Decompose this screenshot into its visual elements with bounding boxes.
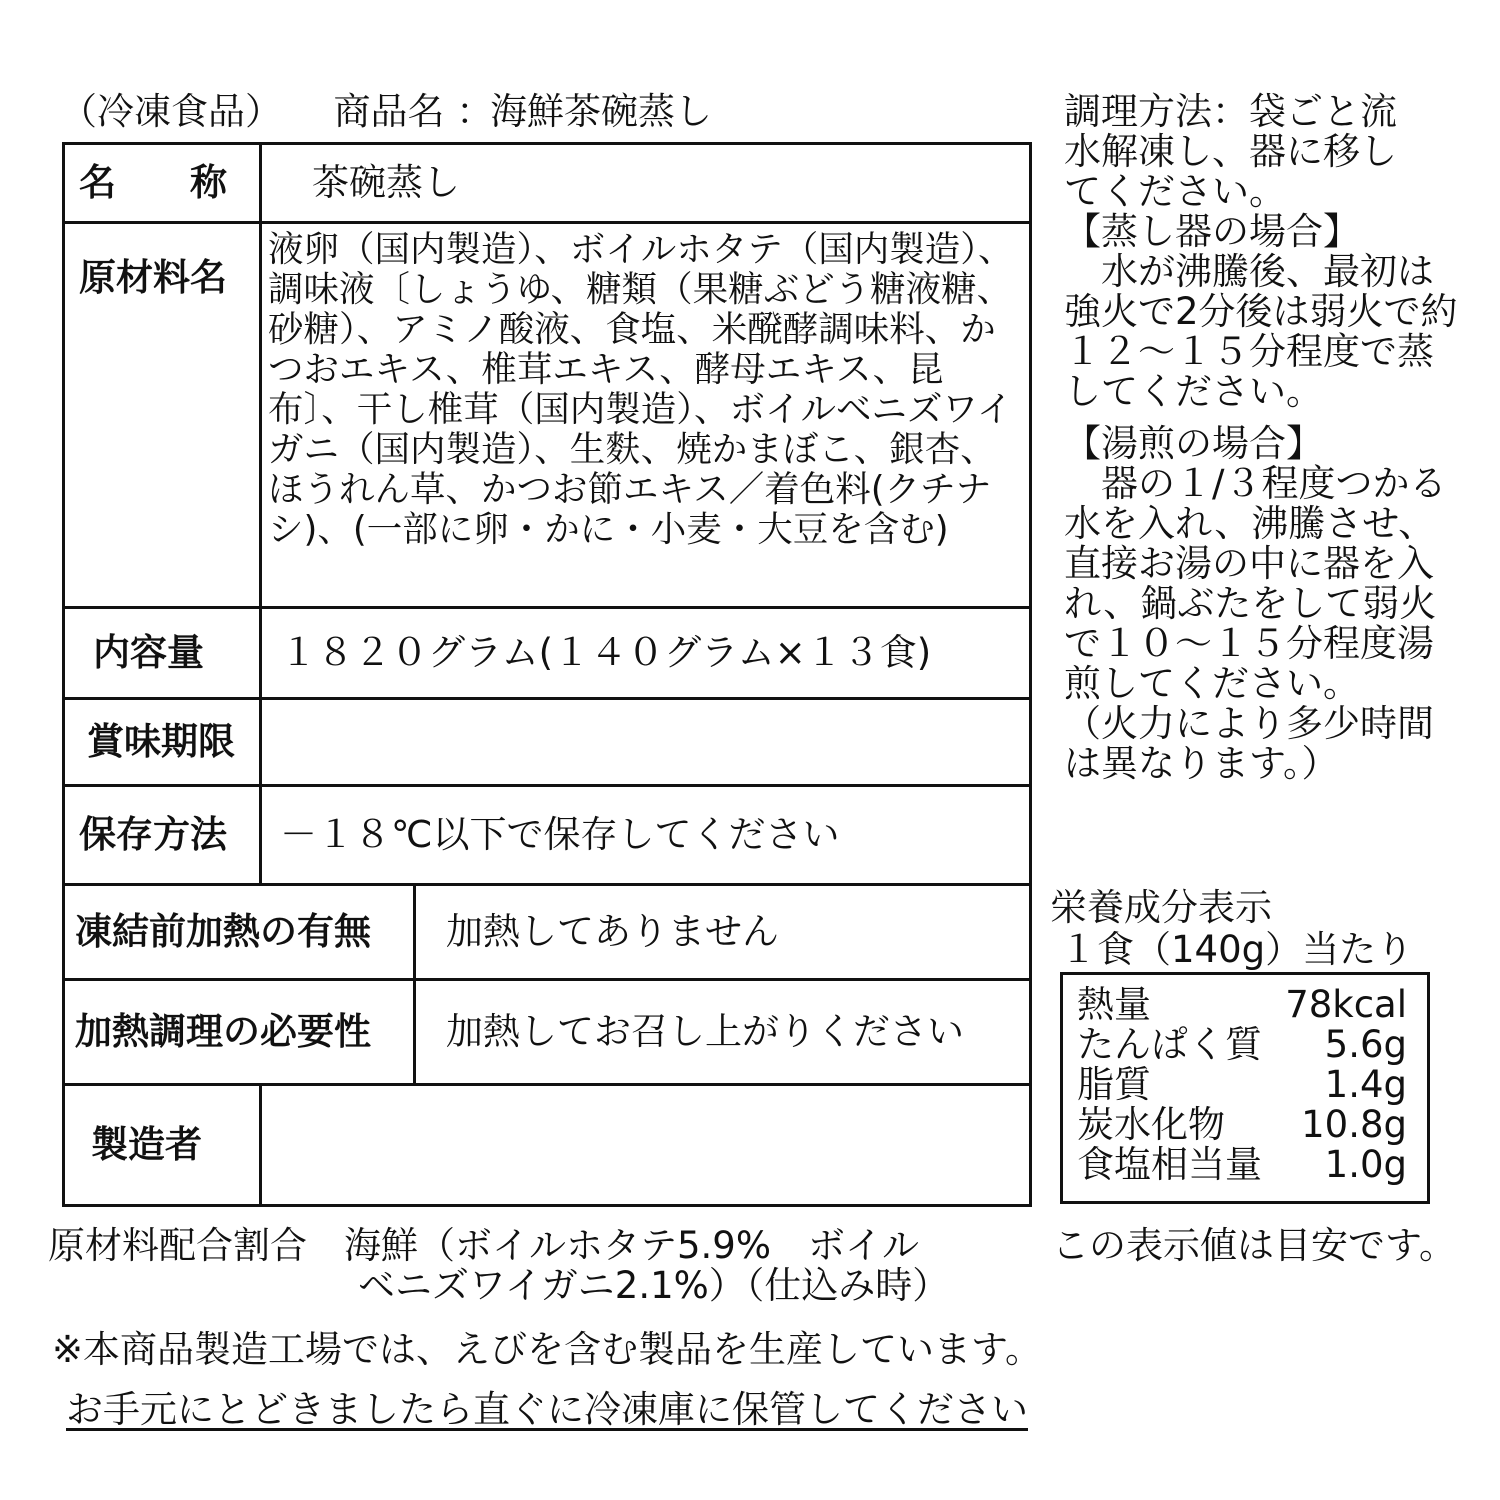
nutrient-value: 10.8g [1301,1103,1407,1146]
preheating-value: 加熱してありません [446,910,779,953]
nutrition-row [1077,1105,1407,1145]
ratio-line-1: 原材料配合割合 海鮮（ボイルホタテ5.9% ボイル [48,1224,919,1267]
best-before-label: 賞味期限 [87,720,235,763]
ingredients-value-cell [259,221,1032,609]
cooking-line: てください。 [1064,170,1286,213]
factory-note: ※本商品製造工場では、えびを含む製品を生産しています。 [52,1328,1043,1371]
nutrition-serving: １食（140g）当たり [1060,928,1414,971]
cooking-line: 直接お湯の中に器を入 [1064,542,1434,585]
nutrient-name: 炭水化物 [1077,1103,1225,1146]
product-header: （冷凍食品） 商品名 ： 海鮮茶碗蒸し [60,90,713,133]
net-weight-label-cell [62,606,262,700]
storage-value: －１８℃以下で保存してください [280,813,840,856]
cooking-need-value-cell [413,978,1032,1086]
best-before-label-cell [62,697,262,787]
preheating-label-cell [62,883,416,981]
name-label-cell [62,142,262,224]
ratio-line-2: ベニズワイガニ2.1%）（仕込み時） [358,1264,950,1307]
name-value-cell [259,142,1032,224]
storage-value-cell [259,784,1032,886]
cooking-line: 器の１/３程度つかる [1064,462,1447,505]
cooking-line: 水解凍し、器に移し [1064,130,1397,173]
nutrition-row [1077,1065,1407,1105]
nutrition-row [1077,1145,1407,1185]
nutrition-title: 栄養成分表示 [1050,886,1272,929]
cooking-need-value: 加熱してお召し上がりください [446,1010,964,1053]
category-label: （冷凍食品） [60,90,282,133]
nutrient-name: 熱量 [1077,983,1151,1026]
nutrient-name: 食塩相当量 [1077,1143,1262,1186]
nutrition-table [1060,972,1430,1204]
net-weight-value: １８２０グラム(１４０グラム×１３食) [280,631,932,674]
cooking-line: 水を入れ、沸騰させ、 [1064,502,1436,545]
nutrient-value: 78kcal [1285,983,1407,1026]
ingredients-value: 液卵（国内製造）、ボイルホタテ（国内製造）、調味液〔しょうゆ、糖類（果糖ぶどう糖液糖、砂糖）、アミノ酸液、食塩、米醗酵調味料、かつおエキス、椎茸エキス、酵母エキス、昆布〕、干し椎茸（国内製造）、ボイルベニズワイガニ（国内製造）、生麩、焼かまぼこ、銀杏、ほうれん草、かつお節エキス／着色料(クチナシ)、(一部に卵・かに・小麦・大豆を含む) [268,229,1014,550]
cooking-need-label: 加熱調理の必要性 [75,1010,371,1053]
cooking-line: （火力により多少時間 [1064,702,1434,745]
steamer-heading: 【蒸し器の場合】 [1064,210,1360,253]
nutrient-value: 1.0g [1324,1143,1407,1186]
cooking-line: 強火で2分後は弱火で約 [1064,290,1458,333]
name-value: 茶碗蒸し [312,161,460,204]
cooking-line: 水が沸騰後、最初は [1064,250,1434,293]
nutrition-note: この表示値は目安です。 [1052,1224,1457,1267]
cooking-line: れ、鍋ぶたをして弱火 [1064,582,1437,625]
nutrient-value: 1.4g [1324,1063,1407,1106]
cooking-need-label-cell [62,978,416,1086]
cooking-line: 調理方法：袋ごと流 [1064,90,1397,133]
nutrient-name: たんぱく質 [1077,1023,1262,1066]
product-name-label: 商品名 [333,90,445,133]
cooking-line: 煎してください。 [1064,662,1360,705]
storage-label: 保存方法 [79,813,227,856]
hot-water-heading: 【湯煎の場合】 [1064,422,1323,465]
manufacturer-label-cell [62,1083,262,1207]
preheating-value-cell [413,883,1032,981]
cooking-line: は異なります。） [1064,742,1339,785]
preheating-label: 凍結前加熱の有無 [75,910,371,953]
nutrient-value: 5.6g [1324,1023,1407,1066]
ingredients-label: 原材料名 [79,256,227,299]
cooking-line: で１０～１５分程度湯 [1064,622,1434,665]
net-weight-value-cell [259,606,1032,700]
ingredients-label-cell [62,221,262,609]
product-name-value: 海鮮茶碗蒸し [490,90,713,133]
cooking-line: １２～１５分程度で蒸 [1064,330,1434,373]
storage-label-cell [62,784,262,886]
cooking-instructions [1064,92,1484,784]
best-before-value-cell [259,697,1032,787]
freezer-note: お手元にとどきましたら直ぐに冷凍庫に保管してください [66,1388,1028,1431]
nutrition-row [1077,1025,1407,1065]
name-label: 名 称 [79,161,227,204]
manufacturer-value-cell [259,1083,1032,1207]
nutrition-row [1077,985,1407,1025]
nutrient-name: 脂質 [1077,1063,1151,1106]
cooking-line: してください。 [1064,370,1323,413]
net-weight-label: 内容量 [93,631,204,674]
manufacturer-label: 製造者 [91,1123,202,1166]
